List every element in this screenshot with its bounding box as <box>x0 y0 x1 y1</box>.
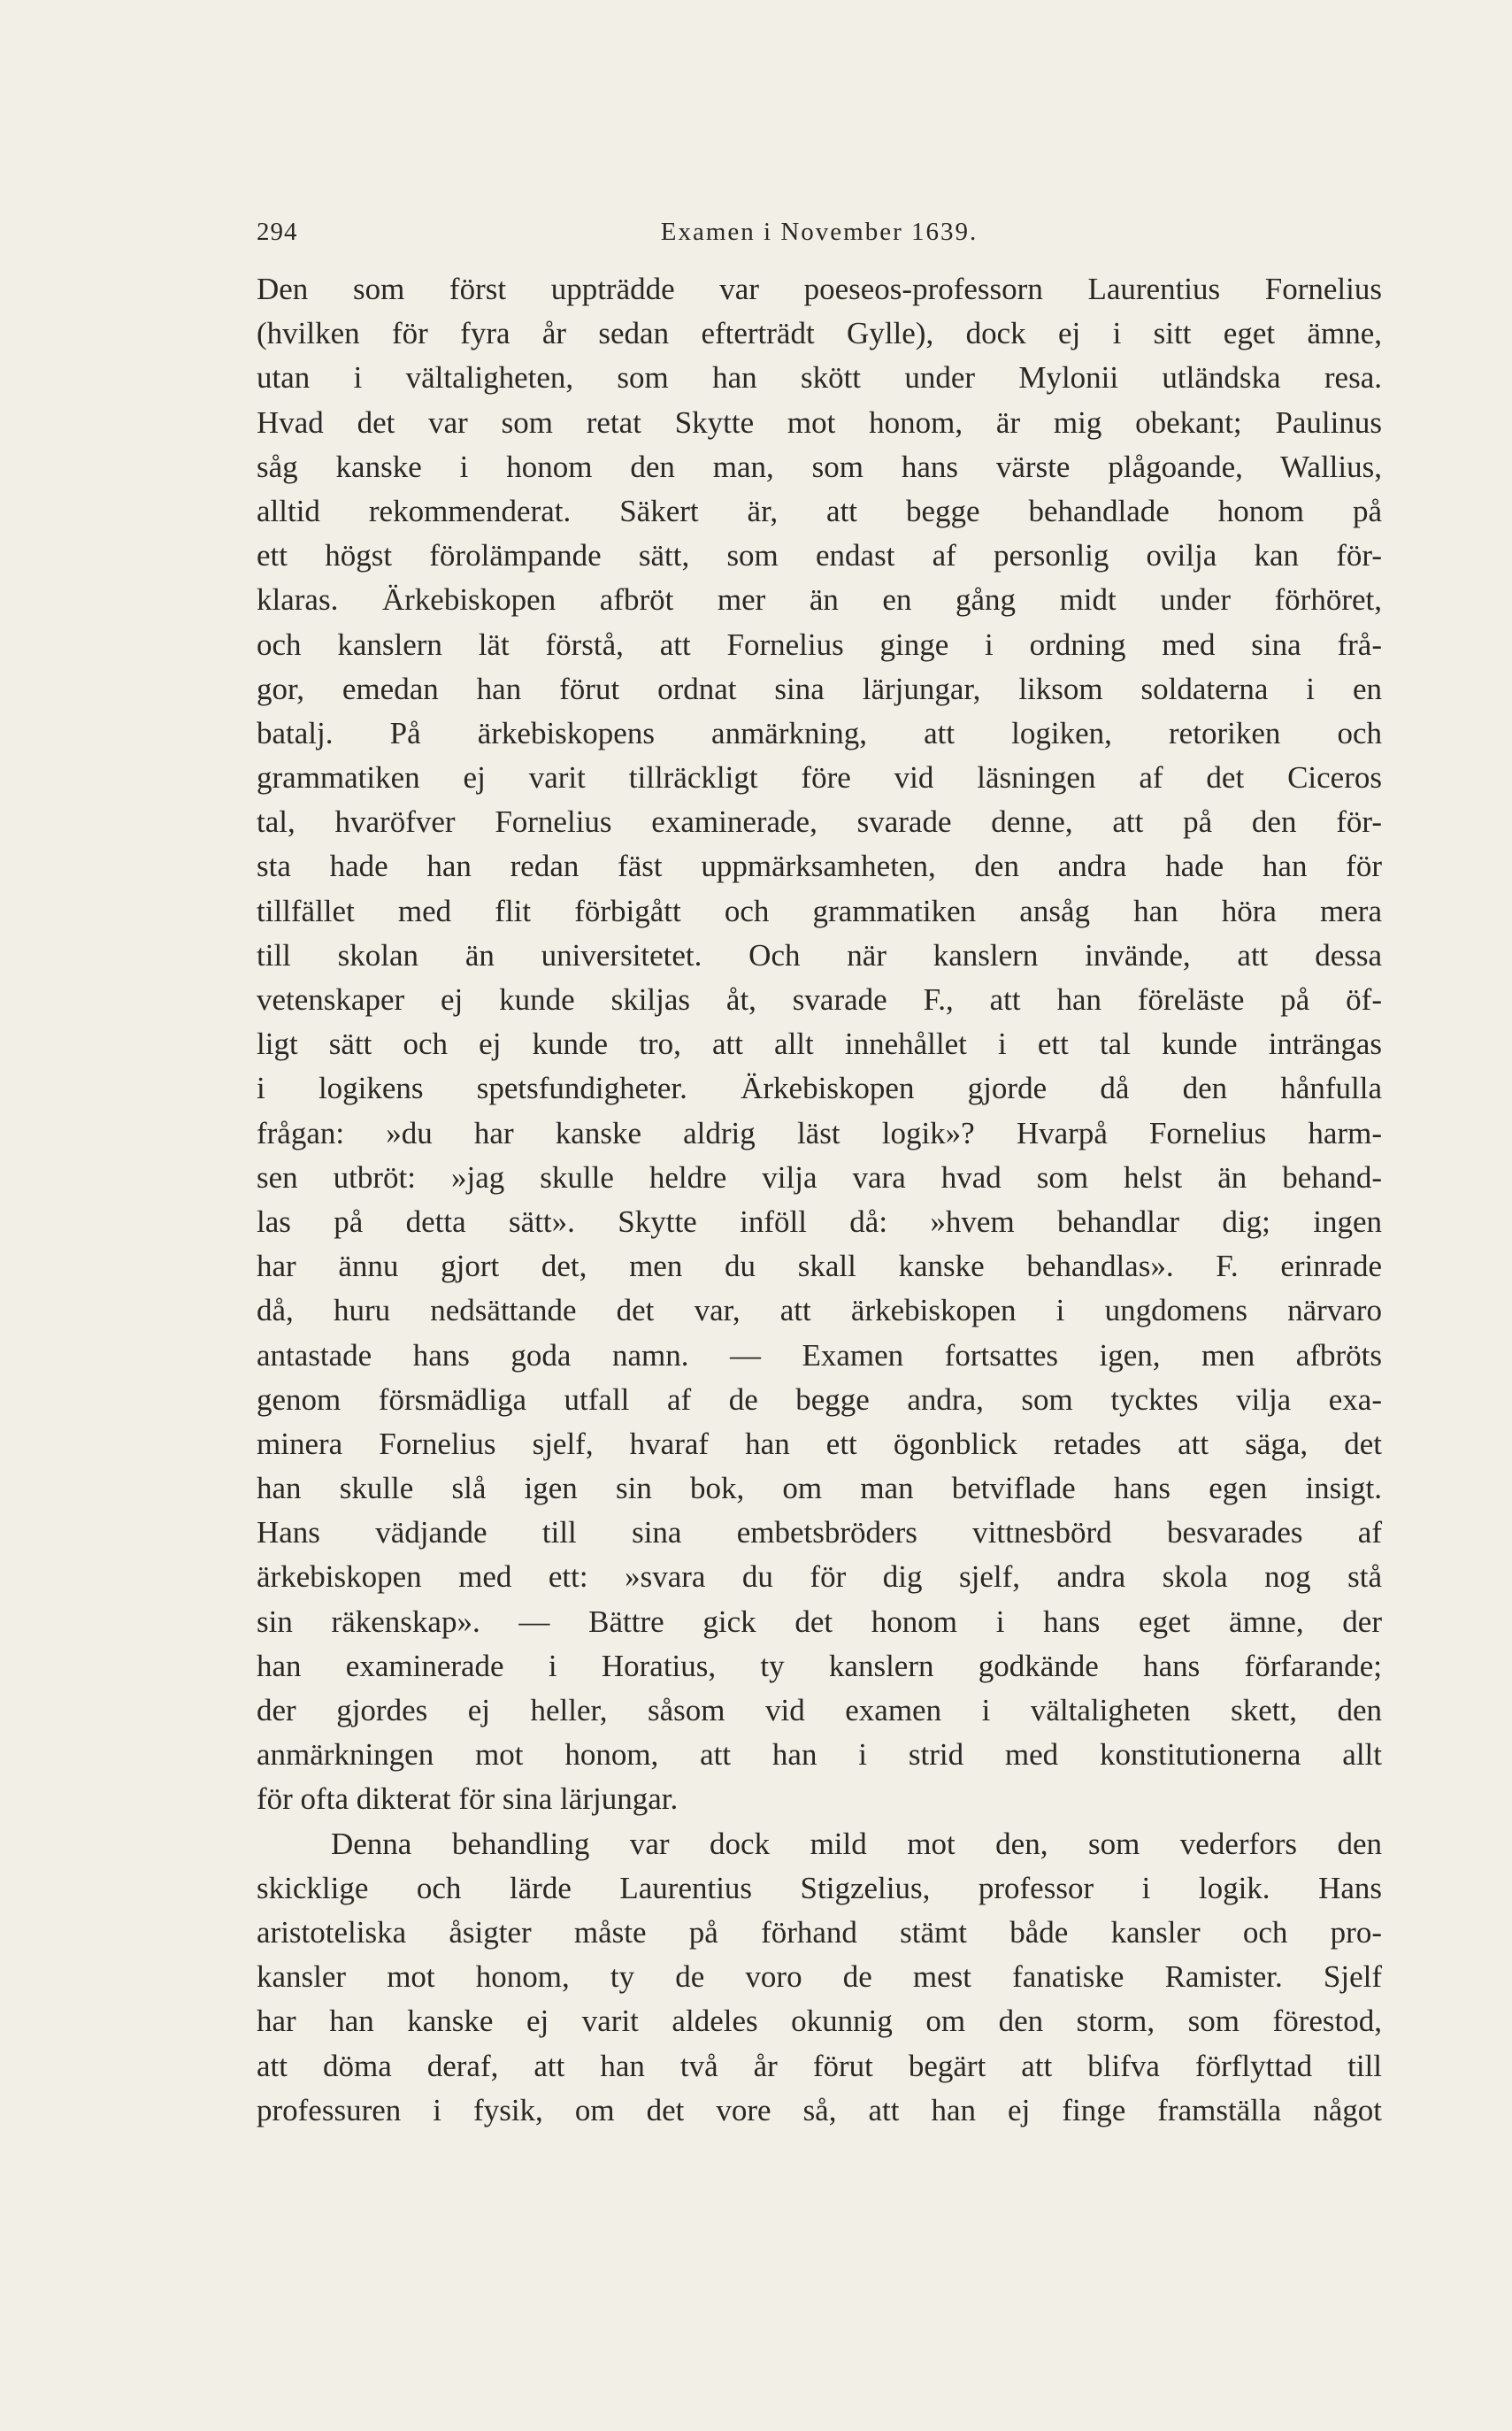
text-line: gor, emedan han förut ordnat sina lärjungar, liksom soldaterna i en <box>257 671 1382 706</box>
text-line: ärkebiskopen med ett: »svara du för dig sjelf, andra skola nog stå <box>257 1559 1382 1595</box>
page-number: 294 <box>257 218 298 246</box>
text-line: grammatiken ej varit tillräckligt före vid läsningen af det Ciceros <box>257 760 1382 796</box>
text-line: (hvilken för fyra år sedan efterträdt Gylle), dock ej i sitt eget ämne, <box>257 316 1382 351</box>
page-header <box>257 214 1382 250</box>
text-line: der gjordes ej heller, såsom vid examen i vältaligheten skett, den <box>257 1693 1382 1727</box>
text-line-paragraph-start: Denna behandling var dock mild mot den, som vederfors den <box>331 1826 1382 1861</box>
text-line: ett högst förolämpande sätt, som endast af personlig ovilja kan för- <box>257 538 1382 573</box>
text-line: aristoteliska åsigter måste på förhand stämt både kansler och pro- <box>257 1914 1382 1950</box>
text-line: har han kanske ej varit aldeles okunnig om den storm, som förestod, <box>257 2004 1382 2039</box>
text-line: skicklige och lärde Laurentius Stigzelius, professor i logik. Hans <box>257 1870 1382 1905</box>
text-line: och kanslern lät förstå, att Fornelius ginge i ordning med sina frå- <box>257 627 1382 662</box>
text-line: att döma deraf, att han två år förut begärt att blifva förflyttad till <box>257 2048 1382 2083</box>
text-line: sta hade han redan fäst uppmärksamheten, den andra hade han för <box>257 849 1382 884</box>
text-line: antastade hans goda namn. — Examen fortsattes igen, men afbröts <box>257 1337 1382 1373</box>
text-line: sin räkenskap». — Bättre gick det honom i hans eget ämne, der <box>257 1604 1382 1639</box>
text-line: Hans vädjande till sina embetsbröders vittnesbörd besvarades af <box>257 1515 1382 1550</box>
text-line: kansler mot honom, ty de voro de mest fanatiske Ramister. Sjelf <box>257 1959 1382 1995</box>
text-line-paragraph-end: för ofta dikterat för sina lärjungar. <box>257 1781 679 1817</box>
text-line: har ännu gjort det, men du skall kanske behandlas». F. erinrade <box>257 1249 1382 1284</box>
text-line: i logikens spetsfundigheter. Ärkebiskopen gjorde då den hånfulla <box>257 1071 1382 1106</box>
text-line: minera Fornelius sjelf, hvaraf han ett ögonblick retades att säga, det <box>257 1426 1382 1461</box>
text-line: han skulle slå igen sin bok, om man betviflade hans egen insigt. <box>257 1471 1382 1506</box>
running-title: Examen i November 1639. <box>660 218 979 246</box>
text-line: professuren i fysik, om det vore så, att han ej finge framställa något <box>257 2092 1382 2127</box>
text-line: klaras. Ärkebiskopen afbröt mer än en gång midt under förhöret, <box>257 582 1382 618</box>
text-line: tillfället med flit förbigått och grammatiken ansåg han höra mera <box>257 893 1382 928</box>
text-line: las på detta sätt». Skytte inföll då: »hvem behandlar dig; ingen <box>257 1204 1382 1239</box>
text-line: ligt sätt och ej kunde tro, att allt innehållet i ett tal kunde inträngas <box>257 1027 1382 1062</box>
text-line: utan i vältaligheten, som han skött under Mylonii utländska resa. <box>257 360 1382 396</box>
text-line: sen utbröt: »jag skulle heldre vilja vara hvad som helst än behand- <box>257 1159 1382 1195</box>
text-line: Den som först uppträdde var poeseos-professorn Laurentius Fornelius <box>257 272 1382 306</box>
text-line: tal, hvaröfver Fornelius examinerade, svarade denne, att på den för- <box>257 804 1382 840</box>
text-line: han examinerade i Horatius, ty kanslern godkände hans förfarande; <box>257 1648 1382 1683</box>
body-text <box>257 267 1382 2133</box>
text-line: frågan: »du har kanske aldrig läst logik»? Hvarpå Fornelius harm- <box>257 1115 1382 1150</box>
text-line: alltid rekommenderat. Säkert är, att begge behandlade honom på <box>257 493 1382 528</box>
text-line: anmärkningen mot honom, att han i strid med konstitutionerna allt <box>257 1737 1382 1773</box>
text-line: genom försmädliga utfall af de begge andra, som tycktes vilja exa- <box>257 1381 1382 1417</box>
text-line: till skolan än universitetet. Och när kanslern invände, att dessa <box>257 937 1382 973</box>
text-line: batalj. På ärkebiskopens anmärkning, att logiken, retoriken och <box>257 715 1382 750</box>
text-line: Hvad det var som retat Skytte mot honom, är mig obekant; Paulinus <box>257 404 1382 440</box>
text-line: såg kanske i honom den man, som hans värste plågoande, Wallius, <box>257 449 1382 484</box>
text-line: vetenskaper ej kunde skiljas åt, svarade F., att han föreläste på öf- <box>257 982 1382 1017</box>
text-line: då, huru nedsättande det var, att ärkebiskopen i ungdomens närvaro <box>257 1293 1382 1328</box>
